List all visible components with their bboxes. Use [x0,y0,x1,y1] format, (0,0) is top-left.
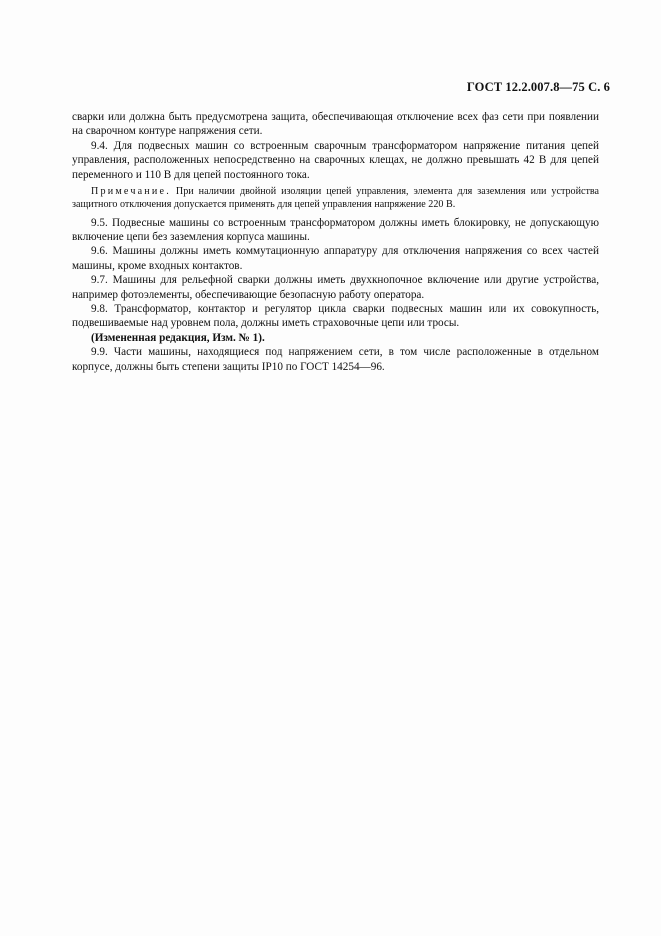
paragraph-9-5: 9.5. Подвесные машины со встроенным трансформатором должны иметь блокировку, не допускающую включение цепи без заземления корпуса машины. [72,216,599,244]
paragraph-9-4: 9.4. Для подвесных машин со встроенным сварочным трансформатором напряжение питания цепей управления, расположенных непосредственно на сварочных клещах, не должно превышать 42 В для цепей переменного и 110 В для цепей постоянного тока. [72,139,599,181]
document-body [72,110,599,374]
paragraph-9-8: 9.8. Трансформатор, контактор и регулятор цикла сварки подвесных машин или их совокупность, подвешиваемые над уровнем пола, должны иметь страховочные цепи или тросы. [72,303,599,330]
paragraph-9-6: 9.6. Машины должны иметь коммутационную аппаратуру для отключения напряжения со всех частей машины, кроме входных контактов. [72,245,599,272]
note-text: При наличии двойной изоляции цепей управления, элемента для заземления или устройства защитного отключения допускается применять для цепей управления напряжение 220 В. [72,186,599,210]
paragraph-9-7: 9.7. Машины для рельефной сварки должны иметь двухкнопочное включение или другие устройства, например фотоэлементы, обеспечивающие безопасную работу оператора. [72,274,599,301]
page-header: ГОСТ 12.2.007.8—75 С. 6 [466,80,610,94]
note-paragraph [72,186,599,212]
note-label: Примечание. [91,186,171,198]
amendment-note: (Измененная редакция, Изм. № 1). [91,331,265,344]
paragraph-continuation: сварки или должна быть предусмотрена защита, обеспечивающая отключение всех фаз сети при появлении на сварочном контуре напряжения сети. [72,111,599,138]
paragraph-9-9: 9.9. Части машины, находящиеся под напряжением сети, в том числе расположенные в отдельном корпусе, должны быть степени защиты IP10 по ГОСТ 14254—96. [72,346,599,373]
